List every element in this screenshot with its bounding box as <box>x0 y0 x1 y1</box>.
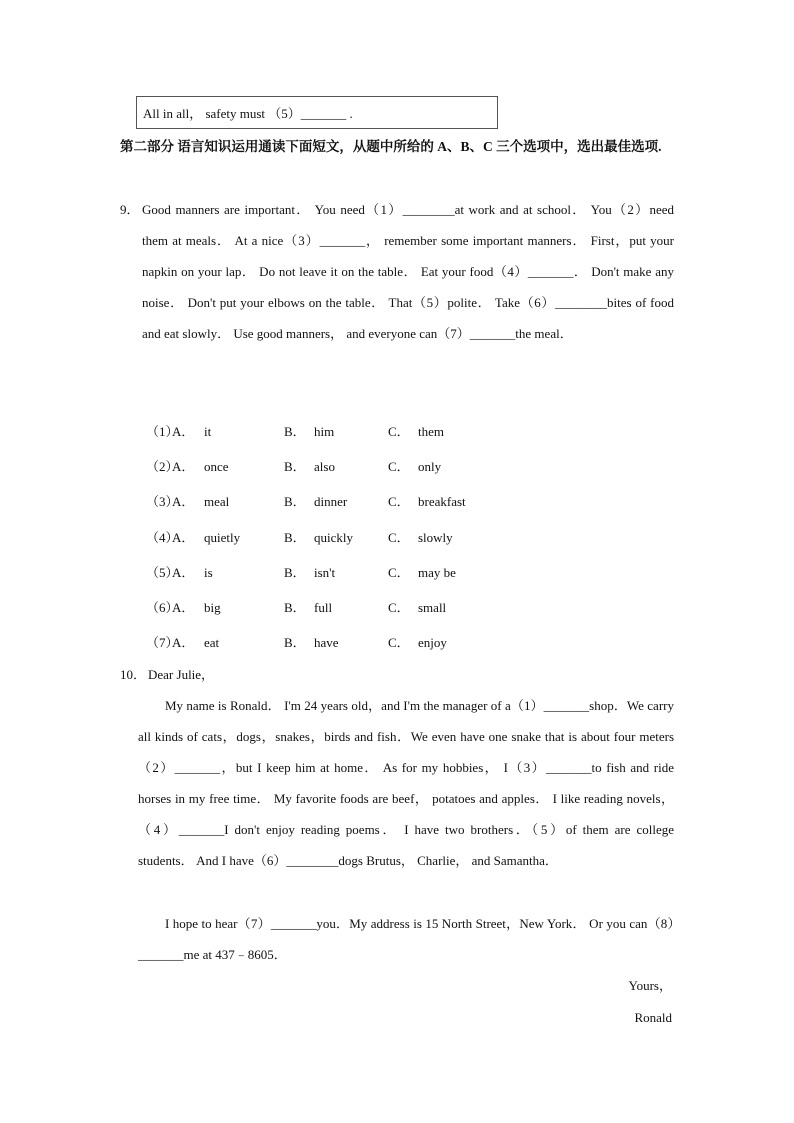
option-a-label: A． <box>172 424 195 439</box>
question-10-number: 10． <box>120 667 147 682</box>
option-c-text: breakfast <box>418 494 466 510</box>
option-a-label: A． <box>172 635 195 651</box>
option-a-label: A． <box>172 564 195 580</box>
option-b-label: B． <box>284 494 306 510</box>
option-a-text: is <box>204 564 213 580</box>
option-number: （4） <box>146 529 179 545</box>
option-number: （7） <box>146 635 179 651</box>
option-a-label: A． <box>172 599 195 615</box>
option-c-text: may be <box>418 564 456 580</box>
option-a-text: quietly <box>204 529 241 545</box>
letter-signature: Ronald <box>634 1010 672 1025</box>
option-number: （5） <box>146 564 179 580</box>
question-9-number: 9． <box>120 202 140 217</box>
option-c-text: only <box>418 459 442 475</box>
option-c-text: them <box>418 424 444 439</box>
option-a-text: eat <box>204 635 220 651</box>
option-a-label: A． <box>172 459 195 475</box>
option-a-text: meal <box>204 494 230 510</box>
option-number: （3） <box>146 494 179 510</box>
option-b-text: quickly <box>314 529 353 545</box>
option-b-label: B． <box>284 564 306 580</box>
section-2-heading: 第二部分 语言知识运用通读下面短文，从题中所给的 A、B、C 三个选项中，选出最佳选项. <box>120 139 662 154</box>
option-c-label: C． <box>388 459 410 475</box>
option-c-text: enjoy <box>418 635 447 651</box>
option-a-text: big <box>204 599 221 615</box>
letter-closing: Yours， <box>628 978 672 993</box>
letter-paragraph-1: My name is Ronald． I'm 24 years old，and I'm the manager of a（1）_______shop．We carry all kinds of cats，dogs，snakes，birds and fish．We even have one snake that is about four meters（2）_______，but I keep him at home． As for my hobbies， I（3）_______to fish and ride horses in my free time． My favorite foods are beef， potatoes and apples． I like reading novels，（4）_______I don't enjoy reading poems． I have two brothers．（5）of them are college students． And I have（6）________dogs Brutus， Charlie， and Samantha． <box>138 698 674 868</box>
option-a-text: it <box>204 424 212 439</box>
option-c-label: C． <box>388 494 410 510</box>
option-b-label: B． <box>284 459 306 475</box>
option-number: （6） <box>146 599 179 615</box>
option-a-label: A． <box>172 529 195 545</box>
option-b-label: B． <box>284 424 306 439</box>
option-number: （2） <box>146 459 179 475</box>
option-b-text: isn't <box>314 564 336 580</box>
option-b-label: B． <box>284 599 306 615</box>
option-c-text: slowly <box>418 529 453 545</box>
option-c-label: C． <box>388 564 410 580</box>
option-c-text: small <box>418 599 447 615</box>
option-number: （1） <box>146 424 179 439</box>
option-a-text: once <box>204 459 229 475</box>
option-c-label: C． <box>388 424 410 439</box>
letter-paragraph-2: I hope to hear（7）_______you．My address is 15 North Street，New York． Or you can（8）_______me at 437﹣8605． <box>138 916 674 962</box>
option-b-text: him <box>314 424 335 439</box>
question-9-passage: Good manners are important． You need（1）________at work and at school． You（2）need them at meals． At a nice（3）_______， remember some important manners． First，put your napkin on your lap． Do not leave it on the table． Eat your food（4）_______． Don't make any noise． Don't put your elbows on the table． That（5）polite． Take（6）________bites of food and eat slowly． Use good manners， and everyone can（7）_______the meal． <box>142 202 674 341</box>
option-c-label: C． <box>388 635 410 651</box>
option-a-label: A． <box>172 494 195 510</box>
option-b-text: full <box>314 599 333 615</box>
option-b-text: dinner <box>314 494 348 510</box>
option-c-label: C． <box>388 529 410 545</box>
option-b-label: B． <box>284 635 306 651</box>
option-b-label: B． <box>284 529 306 545</box>
option-b-text: also <box>314 459 335 475</box>
option-b-text: have <box>314 635 339 651</box>
option-c-label: C． <box>388 599 410 615</box>
letter-salutation: Dear Julie， <box>148 667 215 682</box>
boxed-sentence: All in all， safety must （5）_______ . <box>136 96 498 129</box>
